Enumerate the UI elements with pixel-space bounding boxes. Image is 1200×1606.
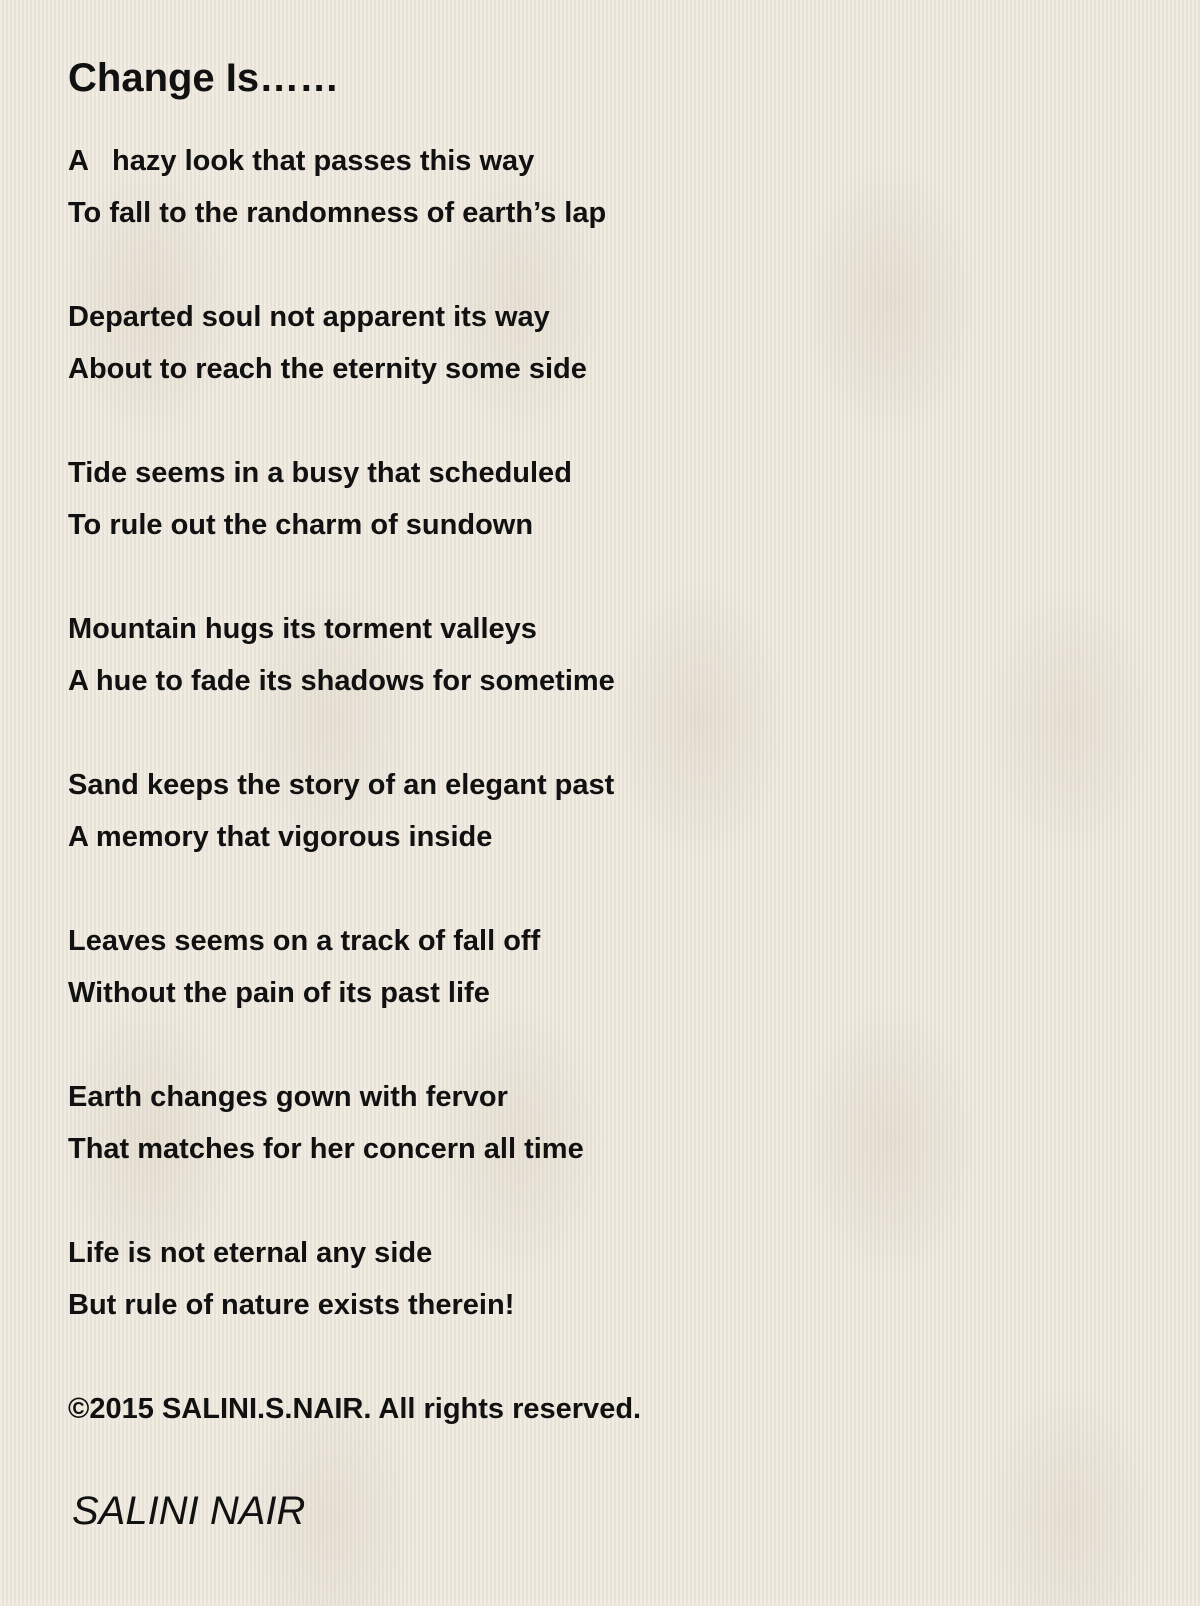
stanza-3: [68, 447, 641, 551]
poem-line: About to reach the eternity some side: [68, 353, 587, 385]
poem-body: [68, 135, 641, 1541]
poem-title: Change Is……: [68, 56, 340, 100]
poem-line: Life is not eternal any side: [68, 1237, 433, 1269]
poem-line: Tide seems in a busy that scheduled: [68, 457, 572, 489]
poem-line: Earth changes gown with fervor: [68, 1081, 508, 1113]
poem-line: Departed soul not apparent its way: [68, 301, 550, 333]
stanza-2: [68, 291, 641, 395]
stanza-5: [68, 759, 641, 863]
author-signature: SALINI NAIR: [72, 1489, 306, 1533]
poem-line: A hue to fade its shadows for sometime: [68, 665, 615, 697]
poem-page: [68, 48, 1148, 1533]
poem-line: Leaves seems on a track of fall off: [68, 925, 541, 957]
poem-line: But rule of nature exists therein!: [68, 1289, 515, 1321]
poem-line: That matches for her concern all time: [68, 1133, 584, 1165]
stanza-7: [68, 1071, 641, 1175]
stanza-6: [68, 915, 641, 1019]
stanza-4: [68, 603, 641, 707]
poem-line: A hazy look that passes this way: [68, 145, 535, 177]
poem-line: A memory that vigorous inside: [68, 821, 493, 853]
stanza-1: [68, 135, 641, 239]
poem-line: Mountain hugs its torment valleys: [68, 613, 537, 645]
poem-line: To fall to the randomness of earth’s lap: [68, 197, 607, 229]
poem-line: Without the pain of its past life: [68, 977, 490, 1009]
poem-line: To rule out the charm of sundown: [68, 509, 534, 541]
poem-line: Sand keeps the story of an elegant past: [68, 769, 615, 801]
stanza-8: [68, 1227, 641, 1331]
copyright-notice: ©2015 SALINI.S.NAIR. All rights reserved.: [68, 1393, 642, 1425]
